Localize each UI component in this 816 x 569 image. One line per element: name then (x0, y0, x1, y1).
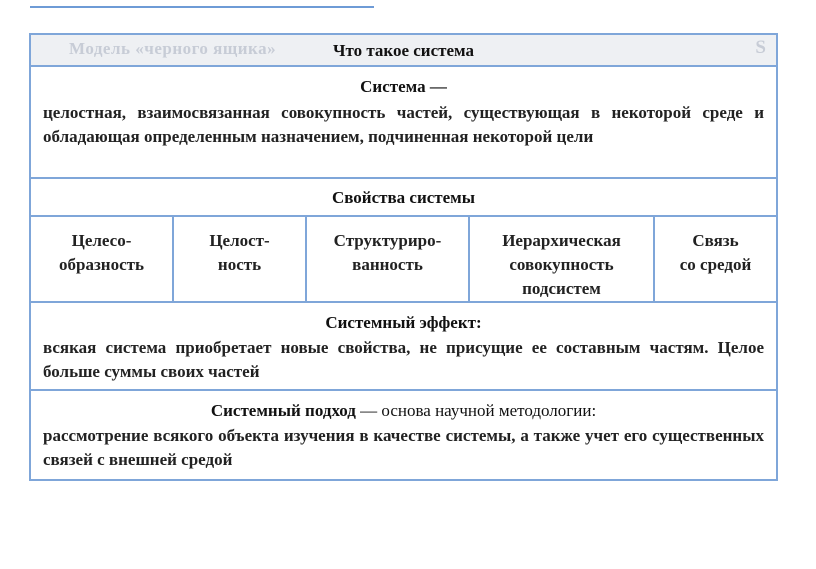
property-line: подсистем (522, 279, 601, 298)
property-line: ванность (352, 255, 423, 274)
approach-heading (31, 401, 776, 421)
property-purposefulness (31, 217, 172, 301)
ghost-text-left: Модель «черного ящика» (69, 39, 277, 58)
table-title-row (31, 35, 776, 65)
table-title: Что такое система (332, 41, 475, 60)
effect-text: всякая система приобретает новые свойства, не присущие ее составным частям. Целое больше суммы своих частей (43, 338, 764, 381)
property-line: Целесо- (71, 231, 132, 250)
system-heading: Система — (360, 77, 447, 96)
top-divider-line (30, 6, 374, 8)
approach-heading-rest: — основа научной методологии: (355, 401, 597, 420)
property-hierarchy (470, 217, 653, 301)
property-environment (655, 217, 776, 301)
system-section (31, 67, 776, 177)
properties-heading-row (31, 179, 776, 215)
effect-heading: Системный эффект: (325, 313, 482, 332)
property-line: Целост- (209, 231, 270, 250)
property-structure (307, 217, 468, 301)
properties-row (31, 217, 776, 301)
property-line: совокупность (509, 255, 614, 274)
property-line: образность (59, 255, 144, 274)
property-line: Связь (692, 231, 739, 250)
approach-section (31, 391, 776, 481)
property-integrity (174, 217, 305, 301)
property-line: со средой (679, 255, 752, 274)
approach-text: рассмотрение всякого объекта изучения в качестве системы, а также учет его существенных связей с внешней средой (43, 426, 764, 469)
system-definition-table (29, 33, 778, 481)
property-line: Иерархическая (502, 231, 621, 250)
ghost-text-right: S (755, 37, 766, 58)
approach-heading-bold: Системный подход (210, 401, 356, 420)
system-text: целостная, взаимосвязанная совокупность частей, существующая в некоторой среде и обладающая определенным назначением, подчиненная некоторой цели (43, 103, 764, 146)
property-line: Структуриро- (333, 231, 442, 250)
properties-heading: Свойства системы (331, 188, 476, 207)
property-line: ность (217, 255, 262, 274)
effect-section (31, 303, 776, 389)
